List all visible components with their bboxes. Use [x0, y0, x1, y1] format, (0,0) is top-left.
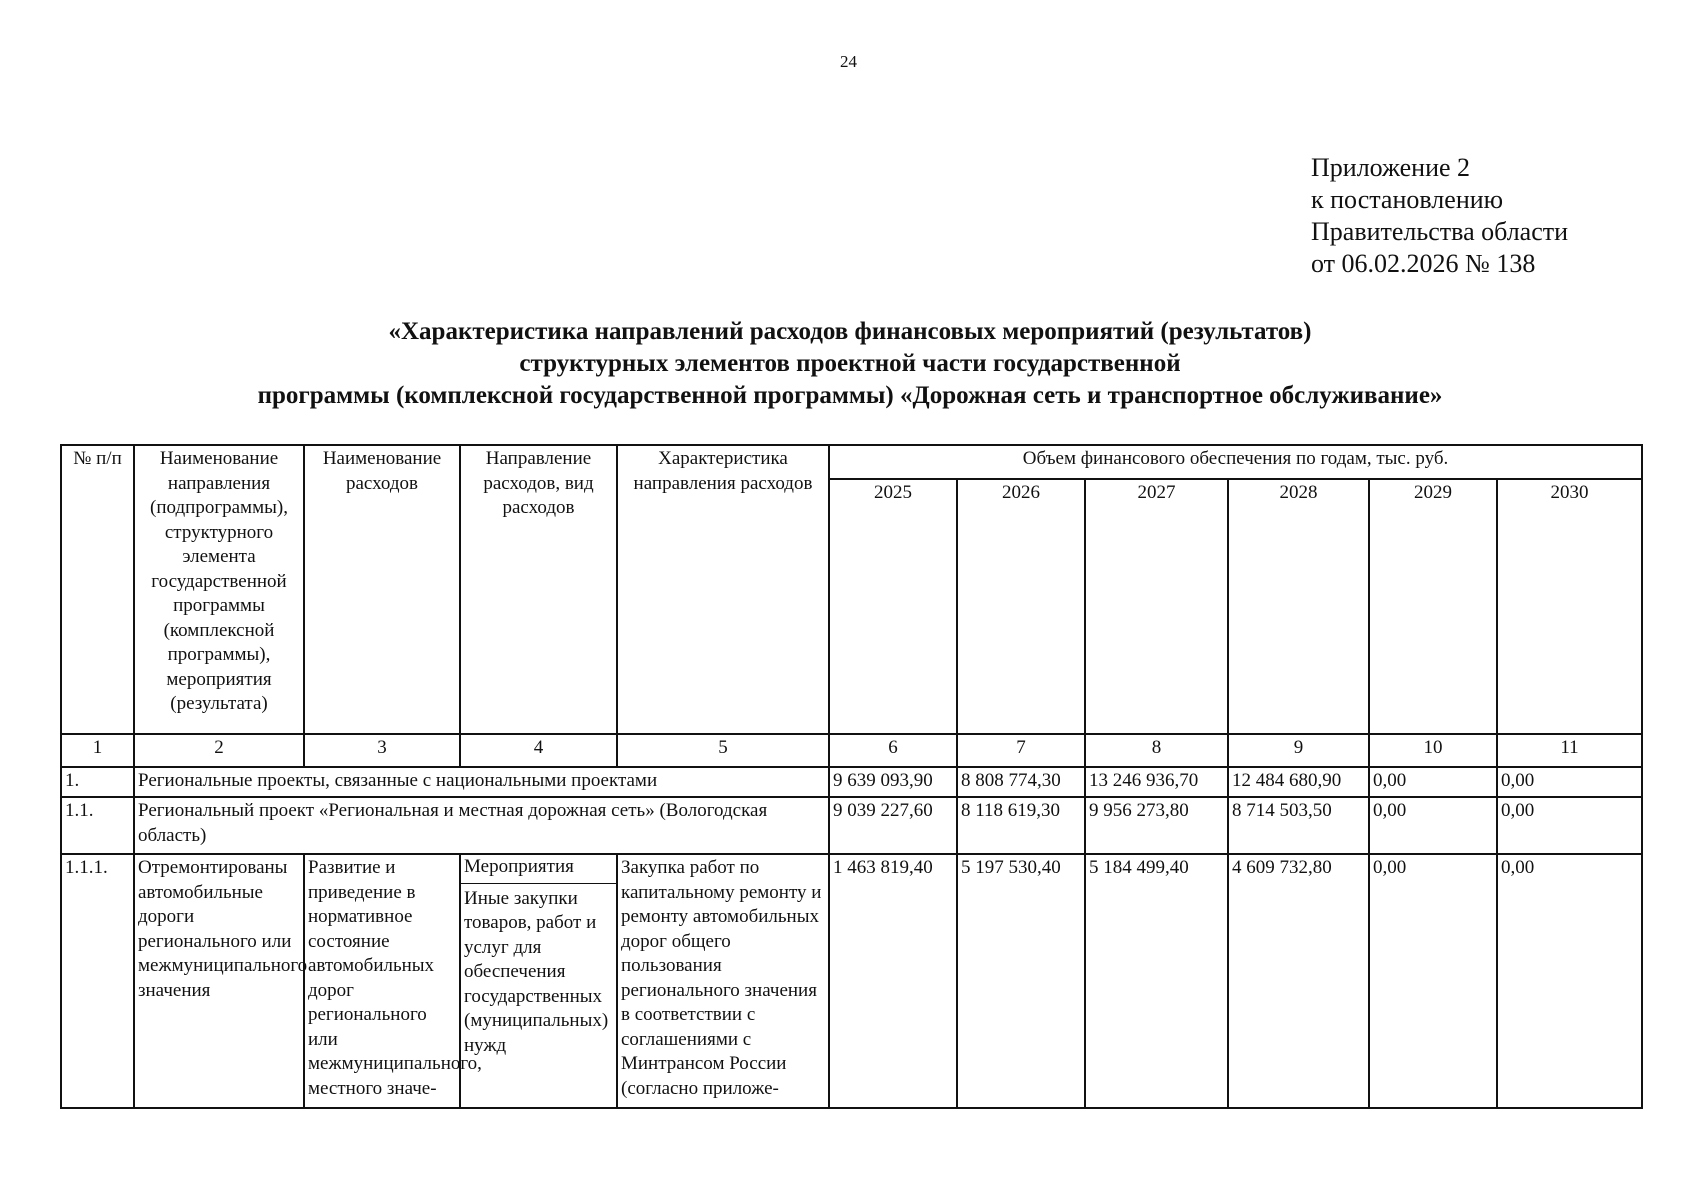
header-volume: Объем финансового обеспечения по годам, тыс. руб. — [829, 445, 1642, 479]
direction-top: Мероприятия — [461, 855, 616, 884]
value-cell: 0,00 — [1369, 854, 1497, 1108]
appendix-line-3: Правительства области — [1311, 217, 1569, 246]
header-year: 2030 — [1497, 479, 1642, 734]
value-cell: 5 184 499,40 — [1085, 854, 1228, 1108]
header-direction-name: Наименование направления (подпрограммы), структурного элемента государственной программы (комплексной программы), мероприятия (результата) — [134, 445, 304, 734]
row-num: 1.1. — [61, 797, 134, 854]
expense-direction-cell — [460, 854, 617, 1108]
header-expense-name: Наименование расходов — [304, 445, 460, 734]
row-num: 1. — [61, 767, 134, 797]
column-number: 2 — [134, 734, 304, 767]
value-cell: 0,00 — [1369, 797, 1497, 854]
appendix-note — [1311, 152, 1568, 280]
header-year: 2025 — [829, 479, 957, 734]
header-num: № п/п — [61, 445, 134, 734]
value-cell: 9 039 227,60 — [829, 797, 957, 854]
direction-bottom: Иные закупки товаров, работ и услуг для обеспечения государственных (муниципальных) нужд — [464, 887, 609, 1056]
title-line-2: структурных элементов проектной части государственной — [519, 350, 1181, 377]
header-row-1 — [61, 445, 1642, 479]
row-num: 1.1.1. — [61, 854, 134, 1108]
column-number: 7 — [957, 734, 1085, 767]
column-number: 4 — [460, 734, 617, 767]
column-number: 6 — [829, 734, 957, 767]
value-cell: 13 246 936,70 — [1085, 767, 1228, 797]
financing-table — [60, 444, 1643, 1109]
page-number: 24 — [840, 52, 857, 71]
value-cell: 8 808 774,30 — [957, 767, 1085, 797]
column-number-row — [61, 734, 1642, 767]
row-name: Региональный проект «Региональная и местная дорожная сеть» (Вологодская область) — [134, 797, 829, 854]
value-cell: 0,00 — [1497, 797, 1642, 854]
title-line-1: «Характеристика направлений расходов финансовых мероприятий (результатов) — [388, 318, 1312, 345]
characteristic-cell: Закупка работ по капитальному ремонту и ремонту автомобильных дорог общего пользования регионального значения в соответствии с соглашениями с Минтрансом России (согласно приложе- — [617, 854, 829, 1108]
header-characteristic: Характеристика направления расходов — [617, 445, 829, 734]
value-cell: 1 463 819,40 — [829, 854, 957, 1108]
column-number: 11 — [1497, 734, 1642, 767]
title-line-3: программы (комплексной государственной программы) «Дорожная сеть и транспортное обслуживание» — [257, 382, 1443, 409]
appendix-line-4: от 06.02.2026 № 138 — [1311, 249, 1536, 278]
value-cell: 0,00 — [1497, 767, 1642, 797]
header-year: 2028 — [1228, 479, 1369, 734]
value-cell: 9 956 273,80 — [1085, 797, 1228, 854]
row-name: Отремонтированы автомобильные дороги регионального или межмуниципального значения — [134, 854, 304, 1108]
table-row — [61, 854, 1642, 1108]
column-number: 5 — [617, 734, 829, 767]
header-year: 2029 — [1369, 479, 1497, 734]
row-name: Региональные проекты, связанные с национальными проектами — [134, 767, 829, 797]
header-year: 2026 — [957, 479, 1085, 734]
value-cell: 0,00 — [1497, 854, 1642, 1108]
document-title — [60, 316, 1640, 412]
column-number: 1 — [61, 734, 134, 767]
value-cell: 9 639 093,90 — [829, 767, 957, 797]
appendix-line-2: к постановлению — [1311, 185, 1504, 214]
value-cell: 12 484 680,90 — [1228, 767, 1369, 797]
header-expense-direction: Направление расходов, вид расходов — [460, 445, 617, 734]
value-cell: 8 714 503,50 — [1228, 797, 1369, 854]
value-cell: 8 118 619,30 — [957, 797, 1085, 854]
value-cell: 5 197 530,40 — [957, 854, 1085, 1108]
table-row — [61, 767, 1642, 797]
expense-name-cell: Развитие и приведение в нормативное состояние автомобильных дорог регионального или межмуниципального, местного значе- — [304, 854, 460, 1108]
column-number: 3 — [304, 734, 460, 767]
appendix-line-1: Приложение 2 — [1311, 153, 1471, 182]
value-cell: 4 609 732,80 — [1228, 854, 1369, 1108]
value-cell: 0,00 — [1369, 767, 1497, 797]
column-number: 10 — [1369, 734, 1497, 767]
header-year: 2027 — [1085, 479, 1228, 734]
column-number: 9 — [1228, 734, 1369, 767]
column-number: 8 — [1085, 734, 1228, 767]
table-row — [61, 797, 1642, 854]
